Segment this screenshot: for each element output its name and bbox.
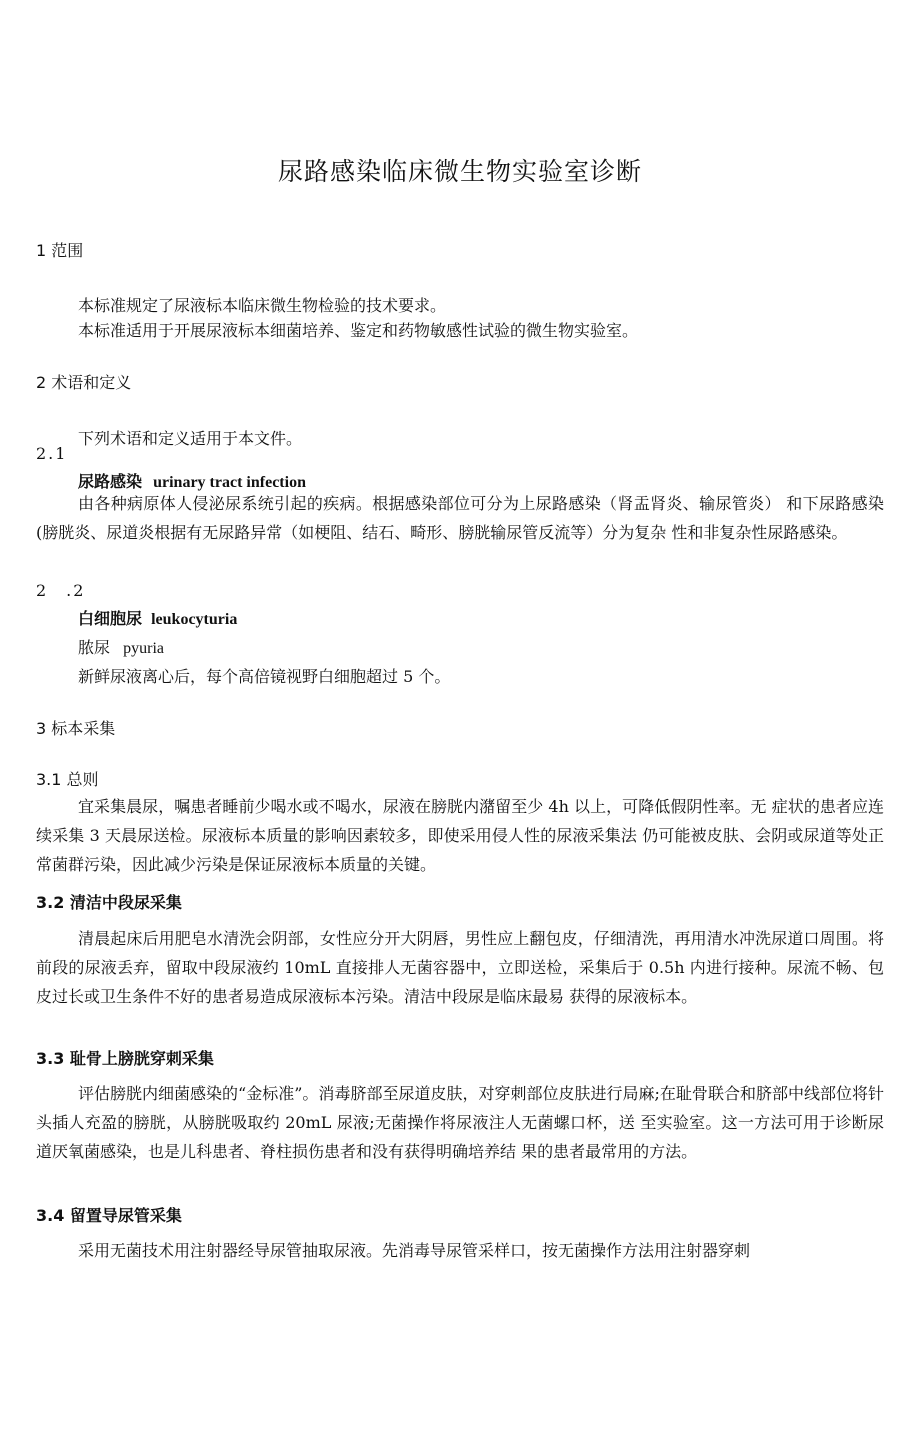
- term-2-1-cn: 尿路感染: [78, 472, 143, 491]
- term-2-2-alt-cn: 脓尿: [78, 638, 111, 657]
- term-2-2-alt: [78, 635, 164, 658]
- term-2-2-en: leukocyturia: [151, 611, 238, 628]
- section-3-4-text: 采用无菌技术用注射器经导尿管抽取尿液。先消毒导尿管采样口，按无菌操作方法用注射器穿刺: [78, 1241, 751, 1260]
- term-2-2-alt-en: pyuria: [123, 640, 164, 657]
- section-3-1-heading: 3.1 总则: [36, 770, 99, 789]
- section-2-heading: 2 术语和定义: [36, 373, 132, 392]
- section-3-4-heading: 3.4 留置导尿管采集: [36, 1206, 182, 1225]
- document-title: 尿路感染临床微生物实验室诊断: [277, 157, 642, 186]
- term-2-1-en: urinary tract infection: [153, 474, 306, 491]
- section-1-line-1: 本标准规定了尿液标本临床微生物检验的技术要求。: [78, 296, 447, 315]
- section-1-line-2: 本标准适用于开展尿液标本细菌培养、鉴定和药物敏感性试验的微生物实验室。: [78, 321, 639, 340]
- term-2-1-definition: 由各种病原体人侵泌尿系统引起的疾病。根据感染部位可分为上尿路感染（肾盂肾炎、输尿管炎） 和下尿路感染(膀胱炎、尿道炎根据有无尿路异常（如梗阻、结石、畸形、膀胱输尿管反流等）分为复杂 性和非复杂性尿路感染。: [36, 494, 884, 542]
- term-2-2-definition: 新鲜尿液离心后，每个高倍镜视野白细胞超过 5 个。: [78, 667, 451, 686]
- section-3-3-heading: 3.3 耻骨上膀胱穿刺采集: [36, 1049, 214, 1068]
- term-2-2-title: [78, 606, 237, 629]
- section-1-heading: 1 范围: [36, 241, 84, 260]
- section-3-heading: 3 标本采集: [36, 719, 116, 738]
- term-2-2-number: 2 .2: [36, 581, 86, 600]
- term-2-1-number: 2.1: [36, 444, 68, 463]
- section-3-3-text: 评估膀胱内细菌感染的“金标准”。消毒脐部至尿道皮肤，对穿刺部位皮肤进行局麻;在耻骨联合和脐部中线部位将针头插人充盈的膀胱，从膀胱吸取约 20mL 尿液;无菌操作将尿液注人无菌螺口杯，送 至实验室。这一方法可用于诊断尿道厌氧菌感染，也是儿科患者、脊柱损伤患者和没有获得明确培养结 果的患者最常用的方法。: [36, 1084, 884, 1161]
- term-2-2-cn: 白细胞尿: [78, 609, 143, 628]
- section-3-2-text: 清晨起床后用肥皂水清洗会阴部，女性应分开大阴唇，男性应上翻包皮，仔细清洗，再用清水冲洗尿道口周围。将前段的尿液丢弃，留取中段尿液约 10mL 直接排人无菌容器中，立即送检，采集后于 0.5h 内进行接种。尿流不畅、包皮过长或卫生条件不好的患者易造成尿液标本污染。清洁中段尿是临床最易 获得的尿液标本。: [36, 929, 884, 1006]
- section-3-1-text: 宜采集晨尿，嘱患者睡前少喝水或不喝水，尿液在膀胱内潴留至少 4h 以上，可降低假阴性率。无 症状的患者应连续采集 3 天晨尿送检。尿液标本质量的影响因素较多，即使采用侵人性的尿液采集法 仍可能被皮肤、会阴或尿道等处正常菌群污染，因此减少污染是保证尿液标本质量的关键。: [36, 797, 884, 874]
- section-2-intro: 下列术语和定义适用于本文件。: [78, 429, 303, 448]
- section-3-2-heading: 3.2 清洁中段尿采集: [36, 893, 182, 912]
